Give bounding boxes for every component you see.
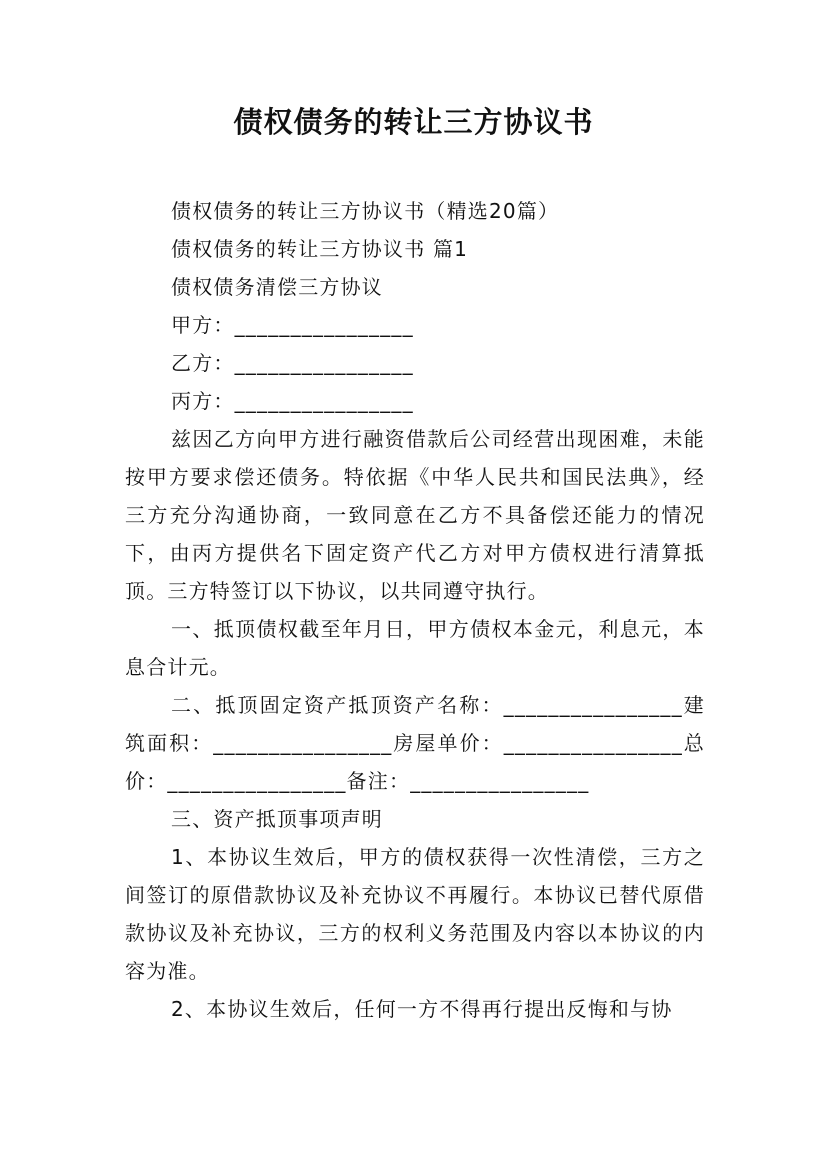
party-c-field: 丙方：________________ (171, 389, 414, 413)
subtitle: 债权债务的转让三方协议书（精选20篇） (171, 199, 560, 223)
document-body (125, 192, 705, 1028)
clause-3-1-paragraph: 1、本协议生效后，甲方的债权获得一次性清偿，三方之间签订的原借款协议及补充协议不再履行。本协议已替代原借款协议及补充协议，三方的权利义务范围及内容以本协议的内容为准。 (125, 845, 705, 983)
clause-3-heading: 三、资产抵顶事项声明 (171, 807, 383, 831)
clause-3-2-paragraph: 2、本协议生效后，任何一方不得再行提出反悔和与协 (171, 997, 673, 1021)
clause-2-paragraph: 二、抵顶固定资产抵顶资产名称：________________建筑面积：________________房屋单价：________________总价：________________备注：________________ (125, 693, 705, 793)
clause-1-paragraph: 一、抵顶债权截至年月日，甲方债权本金元，利息元，本息合计元。 (125, 617, 705, 679)
party-a-field: 甲方：________________ (171, 313, 414, 337)
preamble-paragraph: 兹因乙方向甲方进行融资借款后公司经营出现困难，未能按甲方要求偿还债务。特依据《中华人民共和国民法典》，经三方充分沟通协商，一致同意在乙方不具备偿还能力的情况下，由丙方提供名下固定资产代乙方对甲方债权进行清算抵顶。三方特签订以下协议，以共同遵守执行。 (125, 427, 705, 603)
document-title: 债权债务的转让三方协议书 (233, 105, 594, 139)
agreement-name: 债权债务清偿三方协议 (171, 275, 383, 299)
party-b-field: 乙方：________________ (171, 351, 414, 375)
section-heading: 债权债务的转让三方协议书 篇1 (171, 237, 469, 261)
